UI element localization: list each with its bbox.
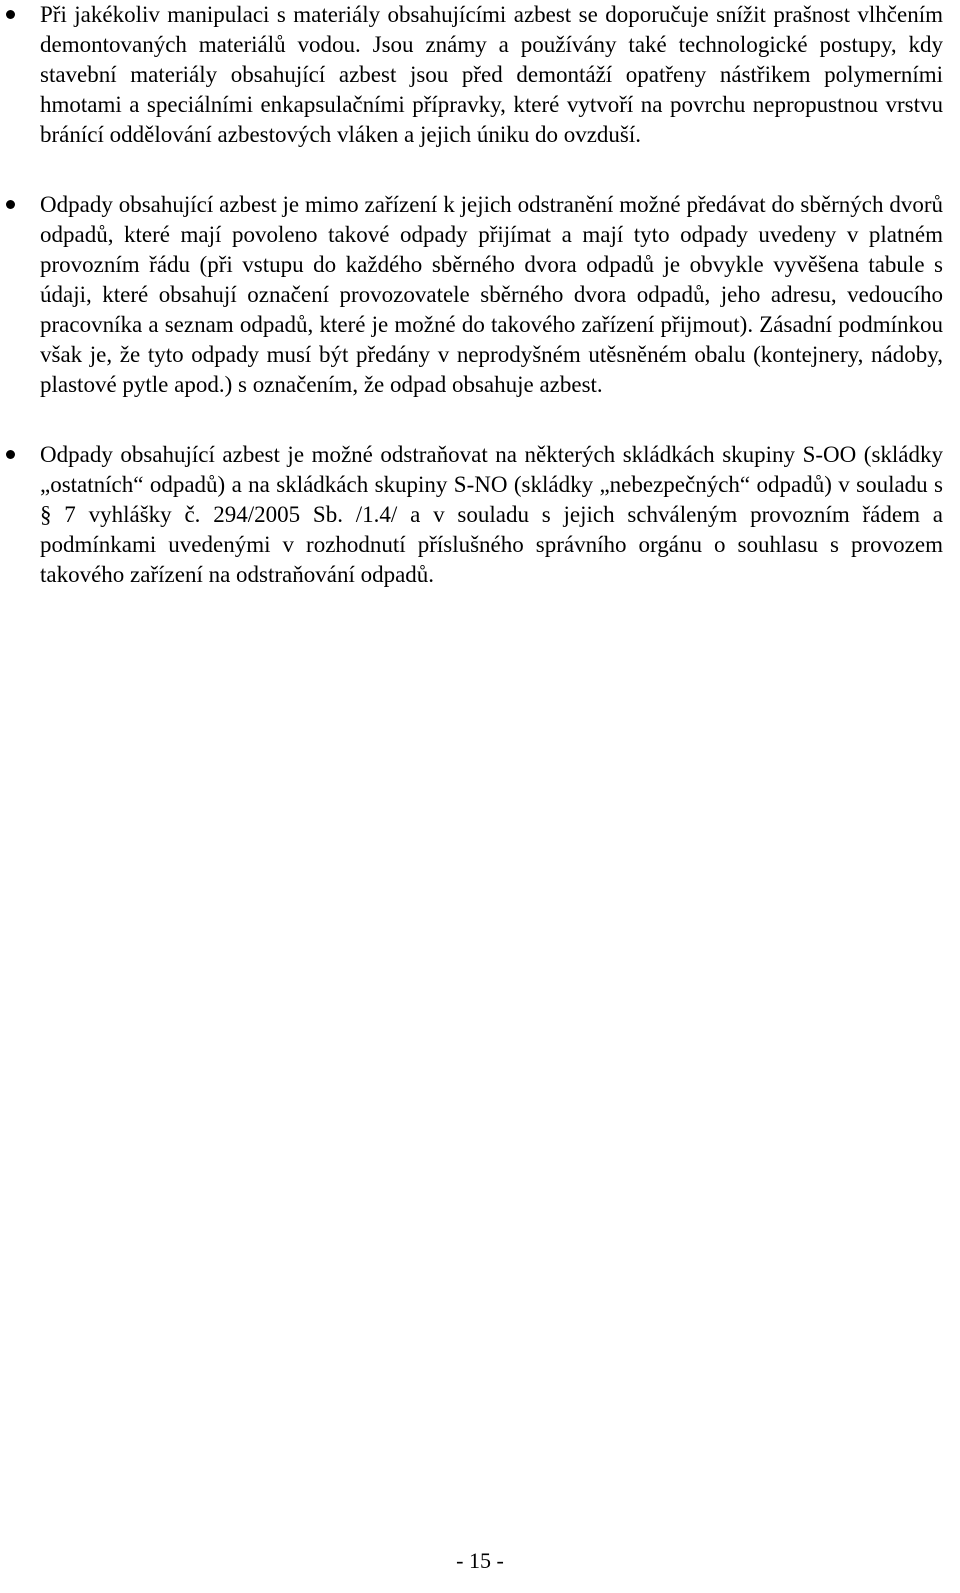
- page-number: - 15 -: [456, 1548, 504, 1573]
- paragraph-landfills: Odpady obsahující azbest je možné odstraňovat na některých skládkách skupiny S-OO (skládky „ostatních“ odpadů) a na skládkách skupiny S-NO (skládky „nebezpečných“ odpadů) v souladu s § 7 vyhlášky č. 294/2005 Sb. /1.4/ a v souladu s jejich schváleným provozním řádem a podmínkami uvedenými v rozhodnutí příslušného správního orgánu o souhlasu s provozem takového zařízení na odstraňování odpadů.: [40, 442, 943, 587]
- paragraph-dust-reduction: Při jakékoliv manipulaci s materiály obsahujícími azbest se doporučuje snížit prašnost vlhčením demontovaných materiálů vodou. Jsou známy a používány také technologické postupy, kdy stavební materiály obsahující azbest jsou před demontáží opatřeny nástřikem polymerními hmotami a speciálními enkapsulačními přípravky, které vytvoří na povrchu nepropustnou vrstvu bránící oddělování azbestových vláken a jejich úniku do ovzduší.: [40, 2, 943, 147]
- paragraph-collection-yards: Odpady obsahující azbest je mimo zařízení k jejich odstranění možné předávat do sběrných dvorů odpadů, které mají povoleno takové odpady přijímat a mají tyto odpady uvedeny v platném provozním řádu (při vstupu do každého sběrného dvora odpadů je obvykle vyvěšena tabule s údaji, které obsahují označení provozovatele sběrného dvora odpadů, jeho adresu, vedoucího pracovníka a seznam odpadů, které je možné do takového zařízení přijmout). Zásadní podmínkou však je, že tyto odpady musí být předány v neprodyšném utěsněném obalu (kontejnery, nádoby, plastové pytle apod.) s označením, že odpad obsahuje azbest.: [40, 192, 943, 397]
- bullet-item-collection-yards: [40, 190, 943, 400]
- bullet-list: [40, 0, 943, 630]
- bullet-item-landfills: [40, 440, 943, 590]
- bullet-item-dust-reduction: [40, 0, 943, 150]
